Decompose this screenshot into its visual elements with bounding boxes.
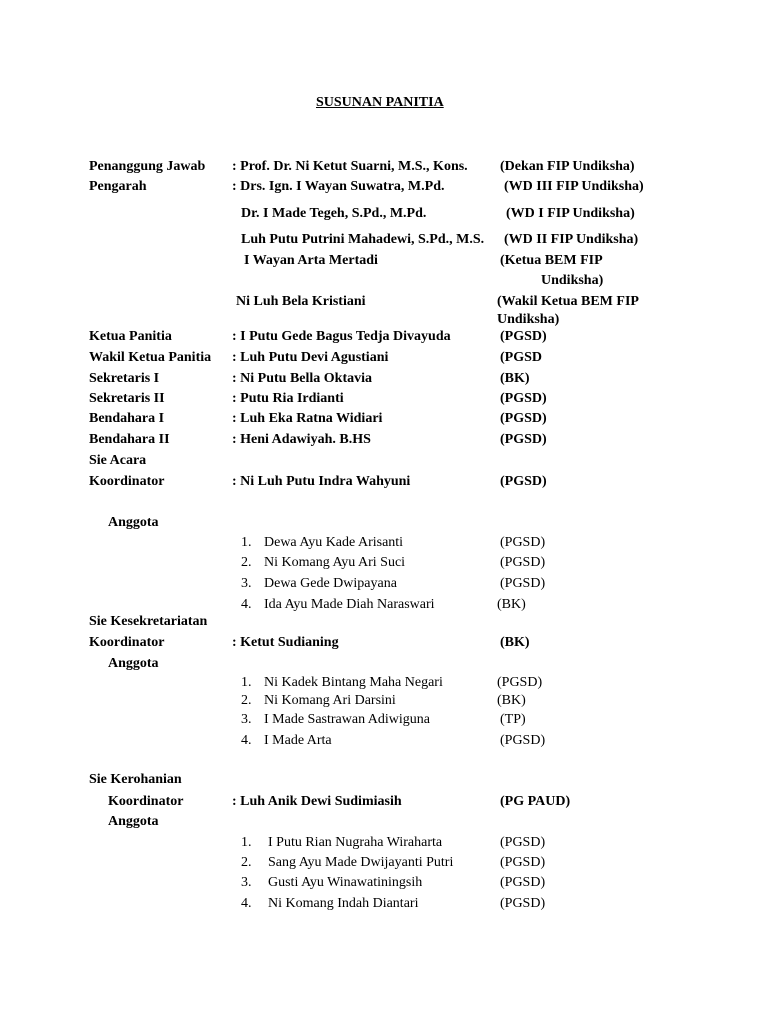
page-title: SUSUNAN PANITIA: [316, 95, 444, 110]
note-pengarah-3: (WD II FIP Undiksha): [504, 232, 639, 247]
list-item-note: (PGSD): [500, 733, 546, 748]
koordinator-name-acara: : Ni Luh Putu Indra Wahyuni: [232, 474, 411, 489]
name-bendahara-1: : Luh Eka Ratna Widiari: [232, 411, 383, 426]
list-item-number: 4.: [241, 597, 252, 612]
list-item-name: Dewa Gede Dwipayana: [264, 576, 397, 591]
koordinator-note-kesekretariatan: (BK): [500, 635, 530, 650]
list-item-name: Ida Ayu Made Diah Naraswari: [264, 597, 435, 612]
koordinator-note-acara: (PGSD): [500, 474, 547, 489]
label-sekretaris-1: Sekretaris I: [89, 371, 160, 386]
anggota-label-kesekretariatan: Anggota: [108, 656, 159, 671]
note-pengarah-2: (WD I FIP Undiksha): [506, 206, 635, 221]
koordinator-label-acara: Koordinator: [89, 474, 165, 489]
list-item-note: (PGSD): [500, 835, 546, 850]
note-bendahara-2: (PGSD): [500, 432, 547, 447]
note-ketua-panitia: (PGSD): [500, 329, 547, 344]
name-pengarah-4: I Wayan Arta Mertadi: [244, 253, 378, 268]
list-item-name: Ni Kadek Bintang Maha Negari: [264, 675, 443, 690]
note-pengarah-5: (Wakil Ketua BEM FIP: [497, 294, 639, 309]
section-title-kesekretariatan: Sie Kesekretariatan: [89, 614, 208, 629]
koordinator-note-kerohanian: (PG PAUD): [500, 794, 571, 809]
name-sekretaris-2: : Putu Ria Irdianti: [232, 391, 344, 406]
list-item-number: 1.: [241, 835, 252, 850]
list-item-number: 3.: [241, 712, 252, 727]
note-bendahara-1: (PGSD): [500, 411, 547, 426]
name-ketua-panitia: : I Putu Gede Bagus Tedja Divayuda: [232, 329, 451, 344]
note-penanggung-jawab: (Dekan FIP Undiksha): [500, 159, 635, 174]
koordinator-name-kerohanian: : Luh Anik Dewi Sudimiasih: [232, 794, 402, 809]
list-item-number: 2.: [241, 855, 252, 870]
name-pengarah-3: Luh Putu Putrini Mahadewi, S.Pd., M.S.: [241, 232, 485, 247]
note-pengarah-4-cont: Undiksha): [541, 273, 604, 288]
name-sekretaris-1: : Ni Putu Bella Oktavia: [232, 371, 373, 386]
list-item-number: 1.: [241, 675, 252, 690]
label-pengarah: Pengarah: [89, 179, 147, 194]
list-item-note: (PGSD): [500, 576, 546, 591]
note-pengarah-5-cont: Undiksha): [497, 312, 560, 327]
list-item-name: Ni Komang Ayu Ari Suci: [264, 555, 406, 570]
label-sekretaris-2: Sekretaris II: [89, 391, 165, 406]
note-pengarah-1: (WD III FIP Undiksha): [504, 179, 644, 194]
list-item-note: (PGSD): [500, 535, 546, 550]
list-item-note: (PGSD): [497, 675, 543, 690]
note-sekretaris-2: (PGSD): [500, 391, 547, 406]
list-item-name: Ni Komang Ari Darsini: [264, 693, 396, 708]
list-item-number: 2.: [241, 555, 252, 570]
list-item-name: I Made Arta: [264, 733, 332, 748]
label-wakil-ketua: Wakil Ketua Panitia: [89, 350, 212, 365]
koordinator-label-kerohanian: Koordinator: [108, 794, 184, 809]
label-penanggung-jawab: Penanggung Jawab: [89, 159, 206, 174]
list-item-number: 1.: [241, 535, 252, 550]
name-bendahara-2: : Heni Adawiyah. B.HS: [232, 432, 371, 447]
list-item-number: 3.: [241, 576, 252, 591]
anggota-label-acara: Anggota: [108, 515, 159, 530]
list-item-name: Gusti Ayu Winawatiningsih: [268, 875, 423, 890]
list-item-note: (BK): [497, 597, 526, 612]
name-pengarah-5: Ni Luh Bela Kristiani: [236, 294, 366, 309]
list-item-name: Ni Komang Indah Diantari: [268, 896, 419, 911]
list-item-number: 3.: [241, 875, 252, 890]
note-sekretaris-1: (BK): [500, 371, 530, 386]
list-item-note: (TP): [500, 712, 526, 727]
name-pengarah-2: Dr. I Made Tegeh, S.Pd., M.Pd.: [241, 206, 427, 221]
list-item-note: (PGSD): [500, 875, 546, 890]
note-pengarah-4: (Ketua BEM FIP: [500, 253, 603, 268]
list-item-name: Dewa Ayu Kade Arisanti: [264, 535, 404, 550]
name-penanggung-jawab: : Prof. Dr. Ni Ketut Suarni, M.S., Kons.: [232, 159, 468, 174]
koordinator-name-kesekretariatan: : Ketut Sudianing: [232, 635, 339, 650]
section-title-acara: Sie Acara: [89, 453, 147, 468]
koordinator-label-kesekretariatan: Koordinator: [89, 635, 165, 650]
list-item-note: (PGSD): [500, 855, 546, 870]
label-ketua-panitia: Ketua Panitia: [89, 329, 172, 344]
anggota-label-kerohanian: Anggota: [108, 814, 159, 829]
list-item-name: I Putu Rian Nugraha Wiraharta: [268, 835, 443, 850]
list-item-number: 4.: [241, 733, 252, 748]
list-item-note: (PGSD): [500, 555, 546, 570]
label-bendahara-2: Bendahara II: [89, 432, 170, 447]
list-item-name: I Made Sastrawan Adiwiguna: [264, 712, 431, 727]
note-wakil-ketua: (PGSD: [500, 350, 542, 365]
label-bendahara-1: Bendahara I: [89, 411, 165, 426]
section-title-kerohanian: Sie Kerohanian: [89, 772, 182, 787]
name-wakil-ketua: : Luh Putu Devi Agustiani: [232, 350, 389, 365]
list-item-name: Sang Ayu Made Dwijayanti Putri: [268, 855, 454, 870]
list-item-note: (BK): [497, 693, 526, 708]
list-item-note: (PGSD): [500, 896, 546, 911]
list-item-number: 2.: [241, 693, 252, 708]
name-pengarah-1: : Drs. Ign. I Wayan Suwatra, M.Pd.: [232, 179, 445, 194]
list-item-number: 4.: [241, 896, 252, 911]
